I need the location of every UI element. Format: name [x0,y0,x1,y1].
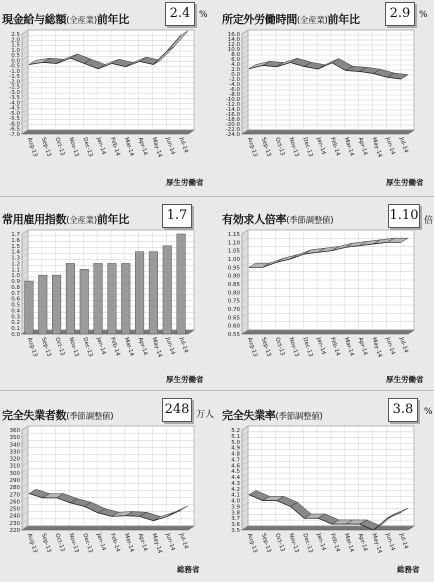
chart-unemployment-rate [220,422,434,582]
panel-unemployed [0,390,214,580]
y-tick-label: 4.1 [231,492,240,499]
x-tick-label: Mar-14 [342,336,355,358]
chart-overtime [220,26,434,186]
y-tick-label: 330 [9,449,20,456]
x-tick-label: Nov-13 [67,532,80,554]
y-tick-label: 290 [9,478,20,484]
y-tick-label: 5.2 [231,428,240,434]
x-tick-label: Nov-13 [67,336,80,358]
y-tick-label: 4.5 [231,469,240,476]
chart-unemployed [0,422,214,582]
panel-wage [0,0,214,190]
x-tick-label: Aug-13 [26,532,38,554]
y-tick-label: 1.3 [11,255,20,262]
unit-label: % [419,10,428,20]
y-tick-label: -20.0 [225,122,240,128]
x-tick-label: Dec-13 [301,532,314,554]
source-label: 厚生労働省 [166,375,204,384]
y-tick-label: 4.9 [231,445,240,452]
plot-side-wall [242,426,248,530]
y-tick-label: 0.75 [227,298,240,305]
y-tick-label: 4.7 [231,457,240,464]
x-tick-label: Feb-14 [329,136,341,157]
x-tick-label: Jan-14 [315,136,327,156]
y-tick-label: 1.0 [11,47,20,54]
latest-value-box: 1.7 [162,204,192,228]
latest-value-box: 248 [162,398,192,422]
y-tick-label: 4.6 [231,463,240,470]
x-tick-label: Feb-14 [329,336,341,357]
x-tick-label: Apr-14 [136,136,149,157]
y-tick-label: 0.7 [11,290,20,297]
y-tick-label: 1.1 [11,267,20,274]
y-tick-label: 0.9 [11,279,20,286]
x-tick-label: May-14 [370,136,383,159]
x-tick-label: Jun-14 [164,336,176,356]
y-tick-label: -5.5 [9,116,20,123]
panel-overtime [220,0,434,190]
x-tick-label: Jun-14 [164,532,176,552]
plot-floor [22,130,194,134]
bar [25,281,34,334]
bar [66,263,75,334]
y-tick-label: 6.0 [231,57,240,63]
y-tick-label: 5.0 [231,439,240,446]
x-tick-label: Jul-14 [398,532,409,550]
panel-title: 完全失業率(季節調整値) [222,409,323,422]
y-tick-label: 4.8 [231,451,240,458]
y-tick-label: -4.0 [9,100,20,107]
y-tick-label: 360 [9,428,20,434]
source-label: 厚生労働省 [386,178,424,187]
x-tick-label: Jul-14 [178,136,189,154]
bar [177,234,186,334]
x-tick-label: Jul-14 [398,336,409,354]
x-tick-label: Mar-14 [342,136,355,158]
y-tick-label: 0.3 [11,314,20,321]
y-tick-label: 12.0 [227,42,240,48]
bar [94,263,103,334]
source-label: 総務省 [177,565,200,574]
bar [149,252,158,334]
y-tick-label: 0.2 [11,320,20,327]
bar [163,246,172,334]
x-tick-label: Oct-13 [53,532,66,553]
y-tick-label: 8.0 [231,52,240,58]
x-tick-label: Jun-14 [384,336,396,356]
x-tick-label: Feb-14 [109,336,121,357]
y-tick-label: 0.80 [227,290,240,297]
latest-value-box: 2.4 [165,2,195,26]
y-tick-label: 2.0 [231,67,240,73]
y-tick-label: 340 [9,442,20,449]
y-tick-label: 1.15 [227,232,240,238]
y-tick-label: -22.0 [225,127,240,133]
x-tick-label: May-14 [150,136,163,159]
y-tick-label: 1.5 [11,42,20,49]
panel-job-ratio [220,196,434,386]
x-tick-label: Mar-14 [122,136,135,158]
x-tick-label: Jan-14 [95,136,107,156]
y-tick-label: -8.0 [229,92,240,98]
y-tick-label: 0.8 [11,284,20,291]
y-tick-label: 2.0 [11,37,20,44]
source-label: 厚生労働省 [386,375,424,384]
chart-employment-index [0,226,214,386]
y-tick-label: 1.5 [11,243,20,250]
x-tick-label: May-14 [150,532,163,555]
unit-label: 万人 [196,410,215,420]
x-tick-label: Dec-13 [301,136,314,158]
y-tick-label: 1.00 [227,257,240,263]
y-tick-label: 10.0 [227,47,240,53]
x-tick-label: Dec-13 [301,336,314,358]
y-tick-label: -6.0 [229,87,240,93]
x-tick-label: Jul-14 [178,336,189,354]
x-tick-label: Feb-14 [109,532,121,553]
x-tick-label: Jul-14 [398,136,409,154]
y-tick-label: 0.70 [227,307,240,313]
y-tick-label: 3.6 [231,522,240,529]
y-tick-label: -2.5 [9,84,20,91]
y-tick-label: -2.0 [9,79,20,86]
y-tick-label: 0.95 [227,265,240,272]
panel-unemployment-rate [220,390,434,580]
x-tick-label: Oct-13 [273,136,286,157]
x-tick-label: Sep-13 [39,336,52,358]
y-tick-label: 1.6 [11,237,20,244]
x-tick-label: Jan-14 [315,532,327,552]
y-tick-label: 1.0 [11,273,20,280]
x-tick-label: Jun-14 [384,532,396,552]
plot-floor [242,330,414,334]
y-tick-label: 280 [9,485,20,492]
x-tick-label: Sep-13 [259,532,272,554]
x-tick-label: Aug-13 [246,532,258,554]
y-tick-label: 3.5 [231,528,240,534]
y-tick-label: 16.0 [227,32,240,38]
y-tick-label: 0.85 [227,282,240,288]
y-tick-label: 0.4 [11,308,20,315]
x-tick-label: Dec-13 [81,532,94,554]
x-tick-label: Nov-13 [287,532,300,554]
y-tick-label: 0.5 [11,302,20,309]
y-tick-label: 1.7 [11,232,20,238]
x-tick-label: Jun-14 [164,136,176,156]
y-tick-label: -24.0 [225,132,240,138]
y-tick-label: -0.5 [9,63,20,70]
bar [121,263,130,334]
panel-title: 現金給与総額(全産業)前年比 [2,13,129,26]
y-tick-label: -16.0 [225,112,240,118]
y-tick-label: 4.0 [231,62,240,68]
x-tick-label: Apr-14 [356,136,369,157]
y-tick-label: 5.1 [231,433,240,440]
x-tick-label: Apr-14 [356,532,369,553]
y-tick-label: -3.5 [9,95,20,102]
panel-title: 有効求人倍率(季節調整値) [222,213,334,226]
y-tick-label: 0.1 [11,326,20,333]
x-tick-label: Apr-14 [356,336,369,357]
y-tick-label: -14.0 [225,107,240,113]
x-tick-label: Sep-13 [39,136,52,158]
y-tick-label: 350 [9,435,20,442]
x-tick-label: Nov-13 [287,336,300,358]
panel-title: 完全失業者数(季節調整値) [2,409,114,422]
y-tick-label: 1.4 [11,249,20,256]
y-tick-label: -6.0 [9,121,20,128]
source-label: 厚生労働省 [166,178,204,187]
x-tick-label: Dec-13 [81,336,94,358]
y-tick-label: -2.0 [229,77,240,83]
x-tick-label: Sep-13 [259,136,272,158]
y-tick-label: 4.0 [231,498,240,505]
x-tick-label: Oct-13 [273,532,286,553]
bar [108,263,117,334]
y-tick-label: 220 [9,528,20,534]
y-tick-label: 3.7 [231,516,240,523]
chart-wage [0,26,214,186]
y-tick-label: 0.5 [11,53,20,60]
x-tick-label: Jan-14 [95,532,107,552]
x-tick-label: May-14 [150,336,163,359]
latest-value-box: 1.10 [388,204,420,228]
y-tick-label: 0.65 [227,315,240,322]
x-tick-label: Feb-14 [109,136,121,157]
x-tick-label: Jan-14 [315,336,327,356]
bar [38,275,47,334]
bar [52,275,61,334]
unit-label: % [424,407,433,417]
y-tick-label: 1.05 [227,248,240,255]
y-tick-label: 270 [9,492,20,499]
y-tick-label: 0.55 [227,332,240,338]
y-tick-label: 0.0 [11,332,20,338]
y-tick-label: -4.0 [229,82,240,88]
plot-side-wall [22,30,28,134]
y-tick-label: 300 [9,470,20,477]
x-tick-label: Oct-13 [273,336,286,357]
y-tick-label: -10.0 [225,97,240,103]
y-tick-label: 0.0 [231,72,240,78]
y-tick-label: 3.9 [231,504,240,511]
y-tick-label: 230 [9,520,20,527]
y-tick-label: 260 [9,499,20,506]
plot-floor [22,526,194,530]
y-tick-label: 3.8 [231,510,240,517]
latest-value-box: 3.8 [388,398,418,422]
x-tick-label: Aug-13 [26,136,38,158]
x-tick-label: Apr-14 [136,336,149,357]
y-tick-label: -5.0 [9,110,20,117]
x-tick-label: Oct-13 [53,136,66,157]
y-tick-label: 1.10 [227,240,240,247]
y-tick-label: 2.5 [11,32,20,38]
y-tick-label: 1.2 [11,261,20,268]
x-tick-label: Mar-14 [122,336,135,358]
x-tick-label: Oct-13 [53,336,66,357]
x-tick-label: Jun-14 [384,136,396,156]
latest-value-box: 2.9 [385,2,415,26]
y-tick-label: 310 [9,463,20,470]
y-tick-label: 240 [9,513,20,520]
y-tick-label: -3.0 [9,89,20,96]
x-tick-label: Sep-13 [259,336,272,358]
panel-employment-index [0,196,214,386]
y-tick-label: 4.2 [231,486,240,493]
panel-title: 所定外労働時間(全産業)前年比 [222,13,360,26]
x-tick-label: Feb-14 [329,532,341,553]
plot-floor [242,526,414,530]
x-tick-label: Apr-14 [136,532,149,553]
x-tick-label: Aug-13 [246,336,258,358]
y-tick-label: 320 [9,456,20,463]
y-tick-label: -4.5 [9,105,20,112]
x-tick-label: Jul-14 [178,532,189,550]
y-tick-label: 4.3 [231,480,240,487]
x-tick-label: May-14 [370,336,383,359]
y-tick-label: -6.5 [9,126,20,133]
bar [135,252,144,334]
y-tick-label: 14.0 [227,37,240,43]
source-label: 総務省 [397,565,420,574]
x-tick-label: Mar-14 [342,532,355,554]
x-tick-label: Mar-14 [122,532,135,554]
x-tick-label: Nov-13 [287,136,300,158]
y-tick-label: -12.0 [225,102,240,108]
x-tick-label: Aug-13 [246,136,258,158]
y-tick-label: 0.0 [11,58,20,65]
y-tick-label: 0.90 [227,273,240,280]
unit-label: % [199,10,208,20]
x-tick-label: Jan-14 [95,336,107,356]
x-tick-label: May-14 [370,532,383,555]
panel-title: 常用雇用指数(全産業)前年比 [2,213,129,226]
unit-label: 倍 [424,216,434,226]
y-tick-label: -1.0 [9,68,20,75]
y-tick-label: -7.0 [9,132,20,138]
x-tick-label: Aug-13 [26,336,38,358]
y-tick-label: 0.60 [227,323,240,330]
plot-floor [242,130,414,134]
chart-job-ratio [220,226,434,386]
y-tick-label: -18.0 [225,117,240,123]
x-tick-label: Nov-13 [67,136,80,158]
bar [80,269,89,334]
y-tick-label: 0.6 [11,296,20,303]
x-tick-label: Dec-13 [81,136,94,158]
x-tick-label: Sep-13 [39,532,52,554]
y-tick-label: -1.5 [9,74,20,81]
y-tick-label: 4.4 [231,475,240,482]
y-tick-label: 250 [9,506,20,513]
